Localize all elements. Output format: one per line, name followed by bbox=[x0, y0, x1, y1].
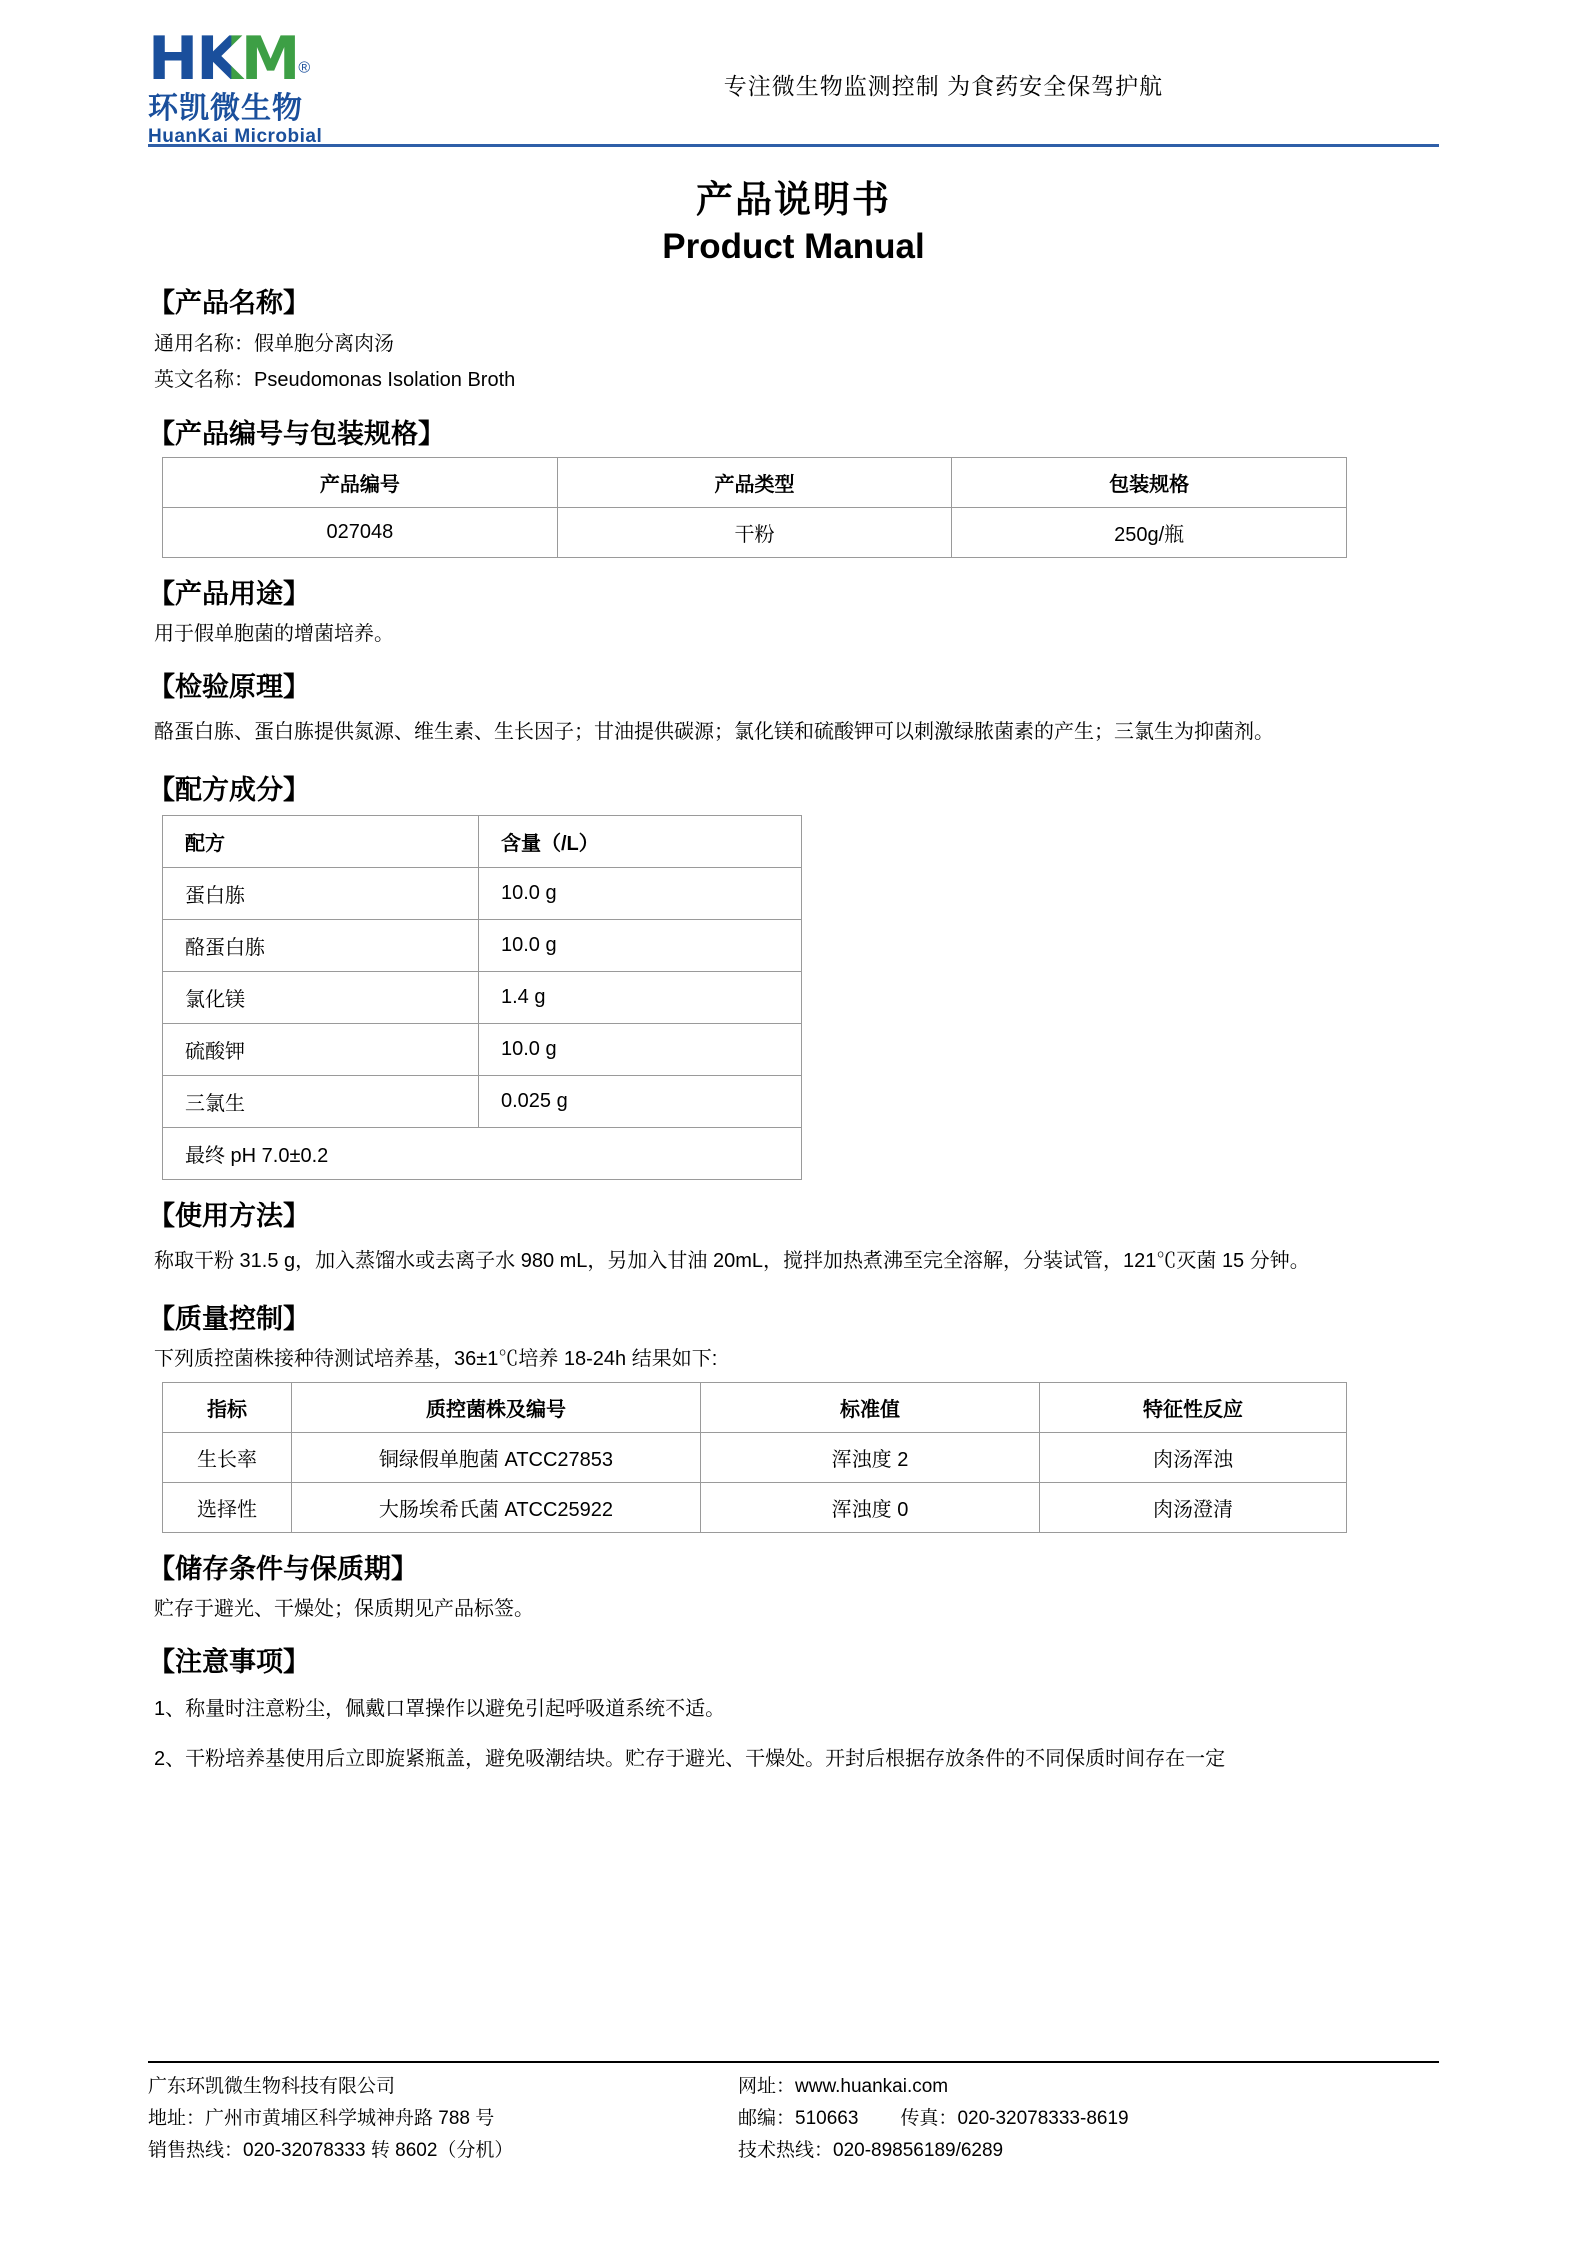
formula-cell-amount: 10.0 g bbox=[479, 1024, 802, 1076]
table-row bbox=[163, 1076, 802, 1128]
spec-table bbox=[162, 457, 1347, 558]
qc-cell-index: 生长率 bbox=[163, 1433, 292, 1483]
section-heading-attention: 【注意事项】 bbox=[148, 1647, 310, 1677]
spec-cell-package: 250g/瓶 bbox=[952, 508, 1347, 558]
footer-tech-line bbox=[738, 2135, 1439, 2167]
quality-control-table bbox=[162, 1382, 1347, 1533]
logo-main-text: HKM bbox=[148, 24, 299, 94]
formula-cell-name: 酪蛋白胨 bbox=[163, 920, 479, 972]
formula-cell-amount: 0.025 g bbox=[479, 1076, 802, 1128]
table-header-row bbox=[163, 458, 1347, 508]
product-common-name bbox=[154, 326, 1439, 362]
formula-cell-name: 硫酸钾 bbox=[163, 1024, 479, 1076]
formula-table bbox=[162, 815, 802, 1180]
page-header bbox=[148, 0, 1439, 147]
footer-contact-block bbox=[738, 2071, 1439, 2167]
spec-cell-type: 干粉 bbox=[557, 508, 952, 558]
qc-cell-index: 选择性 bbox=[163, 1483, 292, 1533]
product-english-name-value: Pseudomonas Isolation Broth bbox=[254, 369, 516, 391]
header-slogan: 专注微生物监测控制 为食药安全保驾护航 bbox=[723, 73, 1164, 99]
qc-col-reaction: 特征性反应 bbox=[1040, 1383, 1347, 1433]
table-row bbox=[163, 1024, 802, 1076]
registered-trademark-icon: ® bbox=[298, 59, 311, 77]
spec-col-code: 产品编号 bbox=[163, 458, 558, 508]
table-row bbox=[163, 868, 802, 920]
qc-cell-strain: 铜绿假单胞菌 ATCC27853 bbox=[292, 1433, 701, 1483]
qc-cell-strain: 大肠埃希氏菌 ATCC25922 bbox=[292, 1483, 701, 1533]
table-header-row bbox=[163, 1383, 1347, 1433]
product-common-name-value: 假单胞分离肉汤 bbox=[254, 333, 394, 355]
spec-cell-code: 027048 bbox=[163, 508, 558, 558]
formula-cell-ph: 最终 pH 7.0±0.2 bbox=[163, 1128, 802, 1180]
section-heading-quality: 【质量控制】 bbox=[148, 1304, 310, 1334]
table-row bbox=[163, 972, 802, 1024]
company-logo bbox=[148, 24, 448, 148]
section-heading-storage: 【储存条件与保质期】 bbox=[148, 1554, 418, 1584]
table-row bbox=[163, 508, 1347, 558]
formula-col-name: 配方 bbox=[163, 816, 479, 868]
formula-cell-amount: 1.4 g bbox=[479, 972, 802, 1024]
qc-cell-standard: 浑浊度 2 bbox=[701, 1433, 1040, 1483]
formula-col-amount: 含量（/L） bbox=[479, 816, 802, 868]
footer-website-value[interactable]: www.huankai.com bbox=[795, 2076, 949, 2097]
qc-col-standard: 标准值 bbox=[701, 1383, 1040, 1433]
table-row bbox=[163, 920, 802, 972]
footer-company-name: 广东环凯微生物科技有限公司 bbox=[148, 2076, 396, 2097]
table-header-row bbox=[163, 816, 802, 868]
qc-col-strain: 质控菌株及编号 bbox=[292, 1383, 701, 1433]
section-heading-product-name: 【产品名称】 bbox=[148, 288, 310, 318]
qc-cell-standard: 浑浊度 0 bbox=[701, 1483, 1040, 1533]
section-heading-usage: 【产品用途】 bbox=[148, 579, 310, 609]
principle-text: 酪蛋白胨、蛋白胨提供氮源、维生素、生长因子；甘油提供碳源；氯化镁和硫酸钾可以刺激绿脓菌素的产生；三氯生为抑菌剂。 bbox=[154, 721, 1274, 743]
usage-text: 用于假单胞菌的增菌培养。 bbox=[154, 623, 394, 645]
page-title-cn: 产品说明书 bbox=[696, 179, 891, 220]
qc-cell-reaction: 肉汤浑浊 bbox=[1040, 1433, 1347, 1483]
footer-tech-label: 技术热线： bbox=[738, 2140, 834, 2161]
section-heading-principle: 【检验原理】 bbox=[148, 672, 310, 702]
formula-cell-name: 蛋白胨 bbox=[163, 868, 479, 920]
footer-fax-value: 020-32078333-8619 bbox=[957, 2108, 1129, 2129]
formula-cell-amount: 10.0 g bbox=[479, 868, 802, 920]
footer-website-line bbox=[738, 2071, 1439, 2103]
section-heading-method: 【使用方法】 bbox=[148, 1201, 310, 1231]
footer-postcode-label: 邮编： bbox=[738, 2108, 796, 2129]
qc-cell-reaction: 肉汤澄清 bbox=[1040, 1483, 1347, 1533]
logo-chinese-name: 环凯微生物 bbox=[148, 92, 303, 125]
logo-english-name: HuanKai Microbial bbox=[148, 126, 323, 147]
footer-company-block bbox=[148, 2071, 738, 2167]
table-row bbox=[163, 1433, 1347, 1483]
method-text: 称取干粉 31.5 g，加入蒸馏水或去离子水 980 mL，另加入甘油 20mL，搅拌加热煮沸至完全溶解，分装试管，121℃灭菌 15 分钟。 bbox=[154, 1250, 1310, 1272]
page-footer bbox=[148, 2061, 1439, 2167]
table-row-ph bbox=[163, 1128, 802, 1180]
formula-cell-amount: 10.0 g bbox=[479, 920, 802, 972]
page-title-en: Product Manual bbox=[662, 227, 925, 266]
section-heading-spec: 【产品编号与包装规格】 bbox=[148, 419, 445, 449]
storage-text: 贮存于避光、干燥处；保质期见产品标签。 bbox=[154, 1598, 534, 1620]
quality-intro-text: 下列质控菌株接种待测试培养基，36±1℃培养 18-24h 结果如下: bbox=[154, 1348, 718, 1370]
product-english-name-label: 英文名称： bbox=[154, 369, 254, 391]
footer-website-label: 网址： bbox=[738, 2076, 796, 2097]
footer-postcode-value: 510663 bbox=[795, 2108, 859, 2129]
footer-divider bbox=[148, 2061, 1439, 2063]
attention-item-1: 1、称量时注意粉尘，佩戴口罩操作以避免引起呼吸道系统不适。 bbox=[154, 1698, 726, 1720]
footer-sales-hotline: 销售热线：020-32078333 转 8602（分机） bbox=[148, 2140, 514, 2161]
footer-address: 地址：广州市黄埔区科学城神舟路 788 号 bbox=[148, 2108, 495, 2129]
product-english-name bbox=[154, 362, 1439, 398]
logo-wordmark bbox=[148, 24, 448, 94]
section-heading-formula: 【配方成分】 bbox=[148, 775, 310, 805]
qc-col-index: 指标 bbox=[163, 1383, 292, 1433]
spec-col-type: 产品类型 bbox=[557, 458, 952, 508]
footer-postcode-fax-line bbox=[738, 2103, 1439, 2135]
footer-tech-value: 020-89856189/6289 bbox=[833, 2140, 1004, 2161]
attention-item-2: 2、干粉培养基使用后立即旋紧瓶盖，避免吸潮结块。贮存于避光、干燥处。开封后根据存放条件的不同保质时间存在一定 bbox=[154, 1748, 1226, 1770]
formula-cell-name: 氯化镁 bbox=[163, 972, 479, 1024]
formula-cell-name: 三氯生 bbox=[163, 1076, 479, 1128]
spec-col-package: 包装规格 bbox=[952, 458, 1347, 508]
footer-fax-label: 传真： bbox=[900, 2108, 958, 2129]
table-row bbox=[163, 1483, 1347, 1533]
product-common-name-label: 通用名称： bbox=[154, 333, 254, 355]
